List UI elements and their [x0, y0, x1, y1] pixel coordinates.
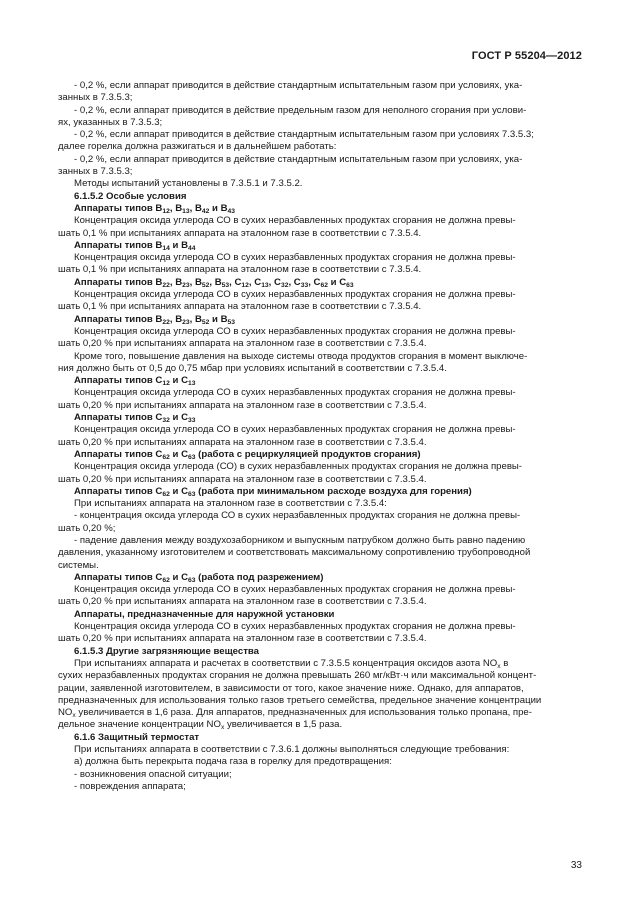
text-line: - повреждения аппарата;	[74, 780, 186, 792]
text-line: При испытаниях аппарата на эталонном газе в соответствии с 7.3.5.4:	[74, 498, 387, 510]
subheading: Аппараты, предназначенные для наружной установки	[74, 608, 335, 620]
text-line: - концентрация оксида углерода СО в сухих неразбавленных продуктах сгорания не должна превы-	[74, 510, 521, 522]
text-line: шать 0,20 % при испытаниях аппарата на эталонном газе в соответствии с 7.3.5.4.	[58, 338, 427, 350]
text-line: а) должна быть перекрыта подача газа в горелку для предотвращения:	[74, 756, 392, 768]
text-line: ях, указанных в 7.3.5.3;	[58, 116, 163, 128]
text-line: системы.	[58, 559, 99, 571]
text-line: - падение давления между воздухозаборником и выпускным патрубком должно быть равно падению	[74, 534, 526, 546]
text-line: Концентрация оксида углерода (СО) в сухих неразбавленных продуктах сгорания не должна превы-	[74, 461, 523, 473]
text-line: - 0,2 %, если аппарат приводится в действие стандартным испытательным газом при условиях, ука-	[74, 80, 523, 91]
text-line: - 0,2 %, если аппарат приводится в действие предельным газом для неполного сгорания при услови-	[74, 104, 527, 116]
document-body	[58, 80, 582, 793]
subheading: Аппараты типов $B_{22}$, $B_{23}$, $B_{52}$, $B_{53}$, $C_{12}$, $C_{13}$, $C_{32}$, $C_{33}$, $C_{62}$ и $C_{63}$	[74, 276, 354, 289]
text-line: занных в 7.3.5.3;	[58, 166, 133, 178]
text-line: $NO_x$ увеличивается в 1,6 раза. Для аппаратов, предназначенных для использования только пропана, пре-	[58, 707, 532, 720]
section-heading: 6.1.6 Защитный термостат	[74, 731, 200, 743]
text-line: При испытаниях аппарата в соответствии с 7.3.6.1 должны выполняться следующие требования:	[74, 744, 510, 756]
text-line: ния должно быть от 0,5 до 0,75 мбар при условиях испытаний в соответствии с 7.3.5.4.	[58, 362, 447, 374]
subheading: Аппараты типов $C_{62}$ и $C_{63}$ (работа под разрежением)	[74, 571, 324, 584]
text-line: давления, указанному изготовителем и соответствовать максимальному сопротивлению трубопроводной	[58, 547, 531, 559]
text-line: шать 0,20 %;	[58, 522, 116, 534]
section-heading: 6.1.5.3 Другие загрязняющие вещества	[74, 645, 260, 657]
text-line: Концентрация оксида углерода СО в сухих неразбавленных продуктах сгорания не должна превы-	[74, 252, 516, 264]
text-line: Методы испытаний установлены в 7.3.5.1 и 7.3.5.2.	[74, 178, 303, 190]
text-line: шать 0,20 % при испытаниях аппарата на эталонном газе в соответствии с 7.3.5.4.	[58, 399, 427, 411]
subheading: Аппараты типов $C_{62}$ и $C_{63}$ (работа при минимальном расходе воздуха для горения)	[74, 485, 472, 498]
page-number: 33	[570, 860, 582, 871]
text-line: - 0,2 %, если аппарат приводится в действие стандартным испытательным газом при условиях 7.3.5.3;	[74, 129, 534, 141]
subheading: Аппараты типов $B_{22}$, $B_{23}$, $B_{52}$ и $B_{53}$	[74, 313, 236, 326]
text-line: - возникновения опасной ситуации;	[74, 768, 232, 780]
text-line: Концентрация оксида углерода СО в сухих неразбавленных продуктах сгорания не должна превы-	[74, 424, 516, 436]
text-line: Концентрация оксида углерода СО в сухих неразбавленных продуктах сгорания не должна превы-	[74, 621, 516, 633]
text-line: дельное значение концентрации $NO_x$ увеличивается в 1,5 раза.	[58, 719, 343, 732]
text-line: шать 0,20 % при испытаниях аппарата на эталонном газе в соответствии с 7.3.5.4.	[58, 436, 427, 448]
subheading: Аппараты типов $C_{32}$ и $C_{33}$	[74, 412, 196, 425]
text-line: занных в 7.3.5.3;	[58, 92, 133, 104]
subheading: Аппараты типов $B_{12}$, $B_{13}$, $B_{42}$ и $B_{43}$	[74, 202, 236, 215]
text-line: предназначенных для использования только газов третьего семейства, предельное значение концентрации	[58, 694, 542, 706]
text-line: При испытаниях аппарата и расчетах в соответствии с 7.3.5.5 концентрация оксидов азота $NO_x$ в	[74, 657, 509, 670]
text-line: шать 0,20 % при испытаниях аппарата на эталонном газе в соответствии с 7.3.5.4.	[58, 633, 427, 645]
text-line: далее горелка должна разжигаться и в дальнейшем работать:	[58, 141, 337, 153]
text-line: шать 0,1 % при испытаниях аппарата на эталонном газе в соответствии с 7.3.5.4.	[58, 227, 422, 239]
text-line: шать 0,20 % при испытаниях аппарата на эталонном газе в соответствии с 7.3.5.4.	[58, 596, 427, 608]
text-line: шать 0,1 % при испытаниях аппарата на эталонном газе в соответствии с 7.3.5.4.	[58, 264, 422, 276]
subheading: Аппараты типов $C_{62}$ и $C_{63}$ (работа с рециркуляцией продуктов сгорания)	[74, 448, 421, 461]
text-line: - 0,2 %, если аппарат приводится в действие стандартным испытательным газом при условиях, ука-	[74, 153, 523, 165]
text-line: сухих неразбавленных продуктах сгорания не должна превышать 260 мг/кВт·ч или максимальной концент-	[58, 670, 537, 682]
text-line: Концентрация оксида углерода СО в сухих неразбавленных продуктах сгорания не должна превы-	[74, 584, 516, 596]
section-heading: 6.1.5.2 Особые условия	[74, 190, 187, 202]
text-line: Кроме того, повышение давления на выходе системы отвода продуктов сгорания в момент выключе-	[74, 350, 528, 362]
text-line: Концентрация оксида углерода СО в сухих неразбавленных продуктах сгорания не должна превы-	[74, 387, 516, 399]
text-line: Концентрация оксида углерода СО в сухих неразбавленных продуктах сгорания не должна превы-	[74, 325, 516, 337]
text-line: Концентрация оксида углерода СО в сухих неразбавленных продуктах сгорания не должна превы-	[74, 289, 516, 301]
subheading: Аппараты типов $B_{14}$ и $B_{44}$	[74, 239, 196, 252]
document-header: ГОСТ Р 55204—2012	[471, 50, 582, 62]
text-line: шать 0,1 % при испытаниях аппарата на эталонном газе в соответствии с 7.3.5.4.	[58, 301, 422, 313]
text-line: Концентрация оксида углерода СО в сухих неразбавленных продуктах сгорания не должна превы-	[74, 215, 516, 227]
text-line: шать 0,20 % при испытаниях аппарата на эталонном газе в соответствии с 7.3.5.4.	[58, 473, 427, 485]
text-line: рации, заявленной изготовителем, в зависимости от того, какое значение ниже. Однако, для аппаратов,	[58, 682, 524, 694]
subheading: Аппараты типов $C_{12}$ и $C_{13}$	[74, 375, 196, 388]
